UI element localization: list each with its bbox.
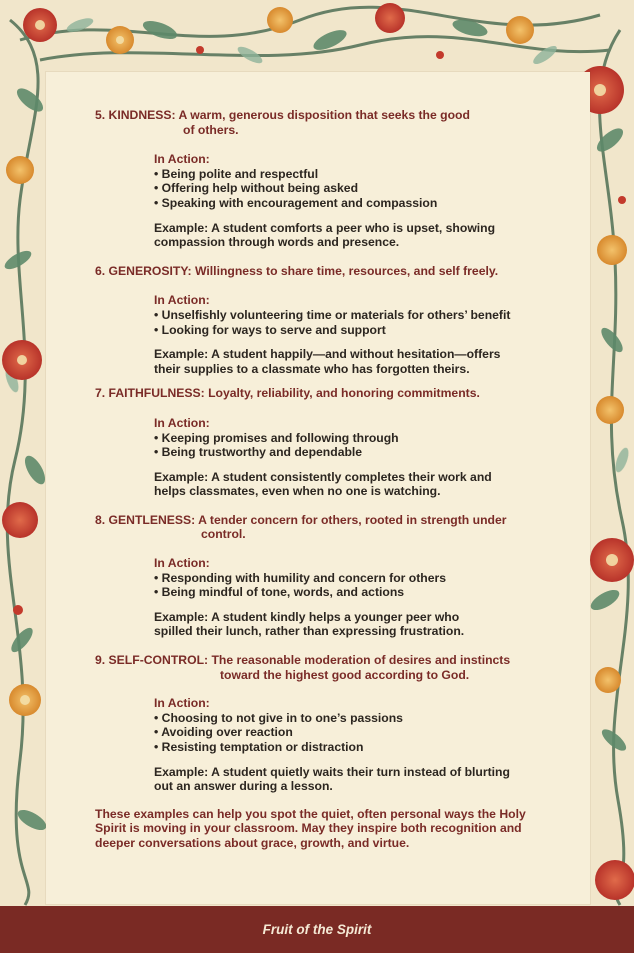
- bullet-item: • Being polite and respectful: [154, 166, 319, 181]
- virtue-definition: A warm, generous disposition that seeks the good: [178, 108, 470, 122]
- in-action-label: In Action:: [154, 415, 210, 430]
- virtue-heading: 6. GENEROSITY:: [95, 263, 192, 278]
- bullet-item: • Responding with humility and concern for others: [154, 570, 447, 585]
- section-self-control: [95, 653, 565, 794]
- example-text: out an answer during a lesson.: [154, 779, 333, 794]
- bullet-item: • Resisting temptation or distraction: [154, 740, 364, 754]
- virtue-heading: 9. SELF-CONTROL:: [95, 653, 209, 668]
- in-action-label: In Action:: [154, 556, 210, 571]
- example-text: helps classmates, even when no one is watching.: [154, 484, 441, 499]
- example-text: their supplies to a classmate who has forgotten theirs.: [154, 361, 470, 376]
- bullet-item: • Choosing to not give in to one’s passions: [154, 710, 403, 725]
- bullet-item: • Being mindful of tone, words, and actions: [154, 585, 405, 600]
- in-action-block: [154, 556, 565, 600]
- example-text: Example: A student quietly waits their turn instead of blurting: [154, 764, 510, 779]
- in-action-label: In Action:: [154, 152, 210, 167]
- virtue-heading: 5. KINDNESS:: [95, 108, 176, 122]
- example-text: Example: A student consistently completes their work and: [154, 469, 492, 484]
- example-text: Example: A student comforts a peer who is upset, showing: [154, 220, 496, 235]
- section-generosity: [95, 264, 565, 377]
- closing-line: Spirit is moving in your classroom. May they inspire both recognition and: [95, 821, 522, 836]
- example-text: Example: A student kindly helps a younger peer who: [154, 609, 460, 624]
- in-action-block: [154, 696, 565, 754]
- bullet-item: • Unselfishly volunteering time or materials for others’ benefit: [154, 307, 511, 322]
- virtue-definition: The reasonable moderation of desires and instincts: [211, 653, 511, 668]
- bullet-item: • Being trustworthy and dependable: [154, 445, 363, 460]
- bullet-item: • Avoiding over reaction: [154, 725, 293, 740]
- document-content: [95, 108, 565, 851]
- footer-title: Fruit of the Spirit: [262, 922, 372, 937]
- in-action-block: [154, 152, 565, 210]
- in-action-label: In Action:: [154, 293, 210, 308]
- virtue-heading: 8. GENTLENESS:: [95, 512, 196, 527]
- in-action-block: [154, 416, 565, 460]
- virtue-definition: Loyalty, reliability, and honoring commitments.: [208, 386, 480, 401]
- closing-line: deeper conversations about grace, growth, and virtue.: [95, 835, 410, 850]
- closing-paragraph: [95, 807, 565, 851]
- bullet-item: • Looking for ways to serve and support: [154, 322, 386, 337]
- section-kindness: [95, 108, 565, 250]
- example-text: Example: A student happily—and without hesitation—offers: [154, 347, 501, 362]
- in-action-block: [154, 293, 565, 337]
- bullet-item: • Keeping promises and following through: [154, 430, 399, 445]
- example-text: compassion through words and presence.: [154, 235, 400, 250]
- virtue-definition: Willingness to share time, resources, and self freely.: [195, 263, 499, 278]
- example-text: spilled their lunch, rather than expressing frustration.: [154, 624, 465, 639]
- bullet-item: • Offering help without being asked: [154, 181, 359, 196]
- virtue-definition-cont: toward the highest good according to God.: [220, 667, 470, 682]
- closing-line: These examples can help you spot the quiet, often personal ways the Holy: [95, 806, 526, 821]
- virtue-definition: A tender concern for others, rooted in strength under: [198, 512, 507, 527]
- virtue-heading: 7. FAITHFULNESS:: [95, 386, 205, 401]
- bullet-item: • Speaking with encouragement and compassion: [154, 195, 438, 210]
- section-gentleness: [95, 513, 565, 639]
- in-action-label: In Action:: [154, 696, 210, 711]
- footer-banner: [0, 906, 634, 953]
- virtue-definition-cont: control.: [201, 527, 246, 542]
- virtue-definition-cont: of others.: [183, 122, 239, 137]
- section-faithfulness: [95, 386, 565, 499]
